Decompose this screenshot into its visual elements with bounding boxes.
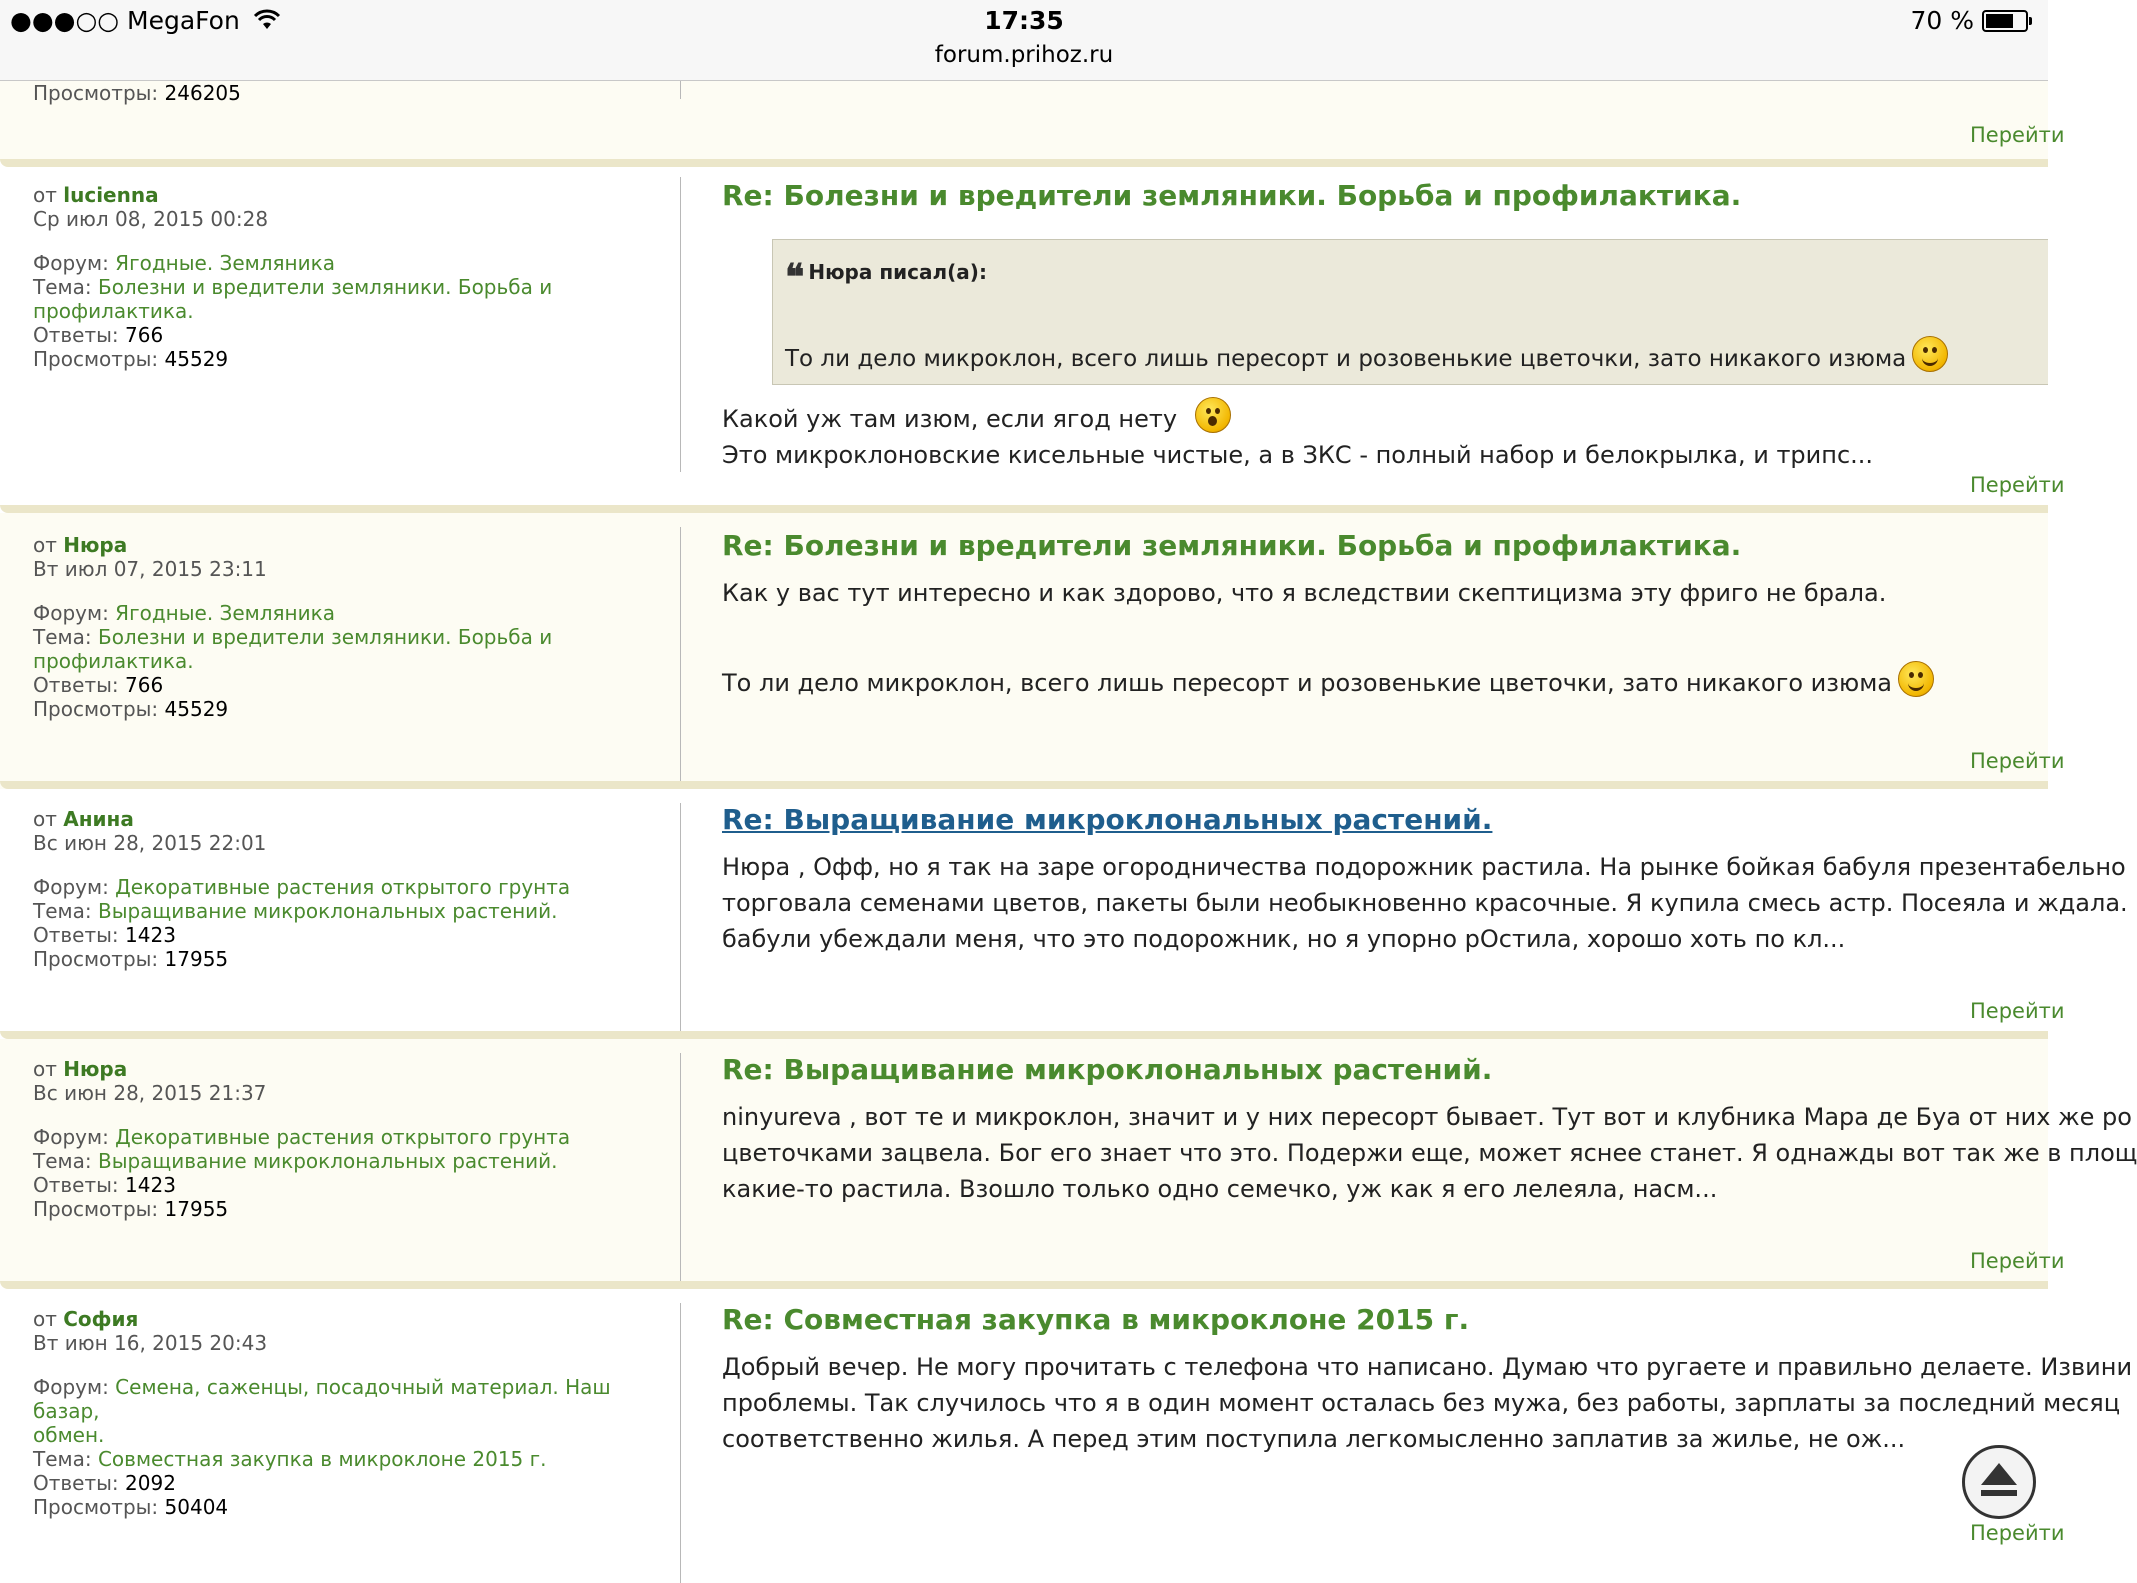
author-link[interactable]: Анина bbox=[63, 807, 134, 831]
separator bbox=[0, 159, 2048, 167]
replies-count: 1423 bbox=[125, 923, 176, 947]
post-partial bbox=[0, 81, 2065, 159]
post-title-link[interactable]: Re: Совместная закупка в микроклоне 2015 г. bbox=[722, 1303, 1470, 1336]
author-link[interactable]: Нюра bbox=[63, 533, 128, 557]
views-count: 17955 bbox=[164, 947, 229, 971]
divider bbox=[680, 803, 681, 1057]
excerpt-line: То ли дело микроклон, всего лишь пересорт и розовенькие цветочки, зато никакого изюма bbox=[722, 669, 1893, 697]
excerpt-line: бабули убеждали меня, что это подорожник, но я упорно рОстила, хорошо хоть по кл... bbox=[722, 925, 1846, 953]
post-title-link[interactable]: Re: Выращивание микроклональных растений. bbox=[722, 1053, 1493, 1086]
topic-link-cont[interactable]: профилактика. bbox=[33, 299, 194, 323]
post-meta: Просмотры: 246205 bbox=[33, 81, 241, 105]
post-date: Вт июн 16, 2015 20:43 bbox=[33, 1331, 268, 1355]
replies-count: 766 bbox=[125, 323, 164, 347]
forum-link[interactable]: Декоративные растения открытого грунта bbox=[115, 1125, 571, 1149]
goto-link[interactable]: Перейти bbox=[1970, 123, 2065, 147]
post-excerpt bbox=[722, 1099, 2137, 1207]
post-title-link[interactable]: Re: Выращивание микроклональных растений. bbox=[722, 803, 1493, 836]
excerpt-line: соответственно жилья. А перед этим поступила легкомысленно заплатив за жилье, не ож... bbox=[722, 1425, 1906, 1453]
eject-up-icon bbox=[1981, 1463, 2017, 1485]
excerpt-line: цветочками зацвела. Бог его знает что это. Подержи еще, может яснее станет. Я однажды вот так же в площ bbox=[722, 1139, 2137, 1167]
topic-link-cont[interactable]: профилактика. bbox=[33, 649, 194, 673]
smiley-icon bbox=[1912, 336, 1948, 372]
forum-link[interactable]: Ягодные. Земляника bbox=[115, 601, 335, 625]
address-bar[interactable]: forum.prihoz.ru bbox=[934, 42, 1114, 68]
scroll-top-button[interactable] bbox=[1962, 1445, 2036, 1519]
topic-link[interactable]: Выращивание микроклональных растений. bbox=[97, 899, 558, 923]
excerpt-line: ninyureva , вот те и микроклон, значит и у них пересорт бывает. Тут вот и клубника Мара де Буа от них же ро bbox=[722, 1103, 2132, 1131]
forum-link[interactable]: Ягодные. Земляника bbox=[115, 251, 335, 275]
separator bbox=[0, 1281, 2048, 1289]
post-excerpt bbox=[722, 1349, 2133, 1457]
author-link[interactable]: София bbox=[63, 1307, 139, 1331]
separator bbox=[0, 1031, 2048, 1039]
divider bbox=[680, 1303, 681, 1583]
topic-link[interactable]: Выращивание микроклональных растений. bbox=[97, 1149, 558, 1173]
post-meta: от Нюра Вт июл 07, 2015 23:11 Форум: Ягодные. Земляника Тема: Болезни и вредители земляники. Борьба и профилактика. Ответы: 766 Просмотры: 45529 bbox=[33, 533, 683, 721]
forum-link-cont[interactable]: обмен. bbox=[33, 1423, 105, 1447]
views-count: 246205 bbox=[164, 81, 241, 105]
carrier-label: ●●●○○ MegaFon bbox=[10, 6, 240, 35]
replies-count: 1423 bbox=[125, 1173, 176, 1197]
post-meta: от Нюра Вс июн 28, 2015 21:37 Форум: Декоративные растения открытого грунта Тема: Выращивание микроклональных растений. Ответы: 1423 Просмотры: 17955 bbox=[33, 1057, 683, 1221]
author-link[interactable]: lucienna bbox=[63, 183, 159, 207]
post-date: Ср июл 08, 2015 00:28 bbox=[33, 207, 269, 231]
excerpt-line: Как у вас тут интересно и как здорово, что я вследствии скептицизма эту фриго не брала. bbox=[722, 579, 1887, 607]
views-count: 45529 bbox=[164, 347, 229, 371]
divider bbox=[680, 527, 681, 807]
replies-count: 766 bbox=[125, 673, 164, 697]
status-bar bbox=[0, 0, 2048, 81]
clock: 17:35 bbox=[984, 6, 1064, 35]
post-excerpt bbox=[722, 575, 2048, 701]
views-count: 45529 bbox=[164, 697, 229, 721]
quote-icon: ❝ bbox=[785, 256, 805, 298]
forum-link[interactable]: Семена, саженцы, посадочный материал. Наш базар, bbox=[33, 1375, 611, 1423]
excerpt-line: проблемы. Так случилось что я в один момент осталась без мужа, без работы, зарплаты за последний месяц bbox=[722, 1389, 2121, 1417]
separator bbox=[0, 505, 2048, 513]
battery-percent: 70 % bbox=[1910, 6, 1974, 35]
excerpt-line: Какой уж там изюм, если ягод нету bbox=[722, 405, 1178, 433]
post-meta: от София Вт июн 16, 2015 20:43 Форум: Семена, саженцы, посадочный материал. Наш базар, обмен. Тема: Совместная закупка в микроклоне 2015 г. Ответы: 2092 Просмотры: 50404 bbox=[33, 1307, 683, 1519]
post-meta: от lucienna Ср июл 08, 2015 00:28 Форум: Ягодные. Земляника Тема: Болезни и вредители земляники. Борьба и профилактика. Ответы: 766 Просмотры: 45529 bbox=[33, 183, 683, 371]
replies-count: 2092 bbox=[125, 1471, 176, 1495]
topic-link[interactable]: Болезни и вредители земляники. Борьба и bbox=[97, 275, 553, 299]
smiley-icon bbox=[1195, 397, 1231, 433]
goto-link[interactable]: Перейти bbox=[1970, 1249, 2065, 1273]
author-link[interactable]: Нюра bbox=[63, 1057, 128, 1081]
battery-fill bbox=[1986, 14, 2013, 28]
quote-author: Нюра писал(а): bbox=[808, 260, 987, 284]
battery-status bbox=[1910, 6, 2028, 35]
excerpt-line: Нюра , Офф, но я так на заре огородничества подорожник растила. На рынке бойкая бабуля презентабельно bbox=[722, 853, 2126, 881]
excerpt-line: Это микроклоновские кисельные чистые, а в ЗКС - полный набор и белокрылка, и трипс... bbox=[722, 441, 1874, 469]
excerpt-line: торговала семенами цветов, пакеты были необыкновенно красочные. Я купила смесь астр. Посеяла и ждала. bbox=[722, 889, 2128, 917]
goto-link[interactable]: Перейти bbox=[1970, 473, 2065, 497]
views-count: 50404 bbox=[164, 1495, 229, 1519]
forum-link[interactable]: Декоративные растения открытого грунта bbox=[115, 875, 571, 899]
post-meta: от Анина Вс июн 28, 2015 22:01 Форум: Декоративные растения открытого грунта Тема: Выращивание микроклональных растений. Ответы: 1423 Просмотры: 17955 bbox=[33, 807, 683, 971]
goto-link[interactable]: Перейти bbox=[1970, 749, 2065, 773]
quote-block bbox=[772, 239, 2048, 385]
separator bbox=[0, 781, 2048, 789]
divider bbox=[680, 177, 681, 472]
post-excerpt bbox=[722, 397, 2048, 473]
quote-text: То ли дело микроклон, всего лишь пересорт и розовенькие цветочки, зато никакого изюма bbox=[785, 346, 1907, 372]
post-date: Вс июн 28, 2015 21:37 bbox=[33, 1081, 267, 1105]
post-title-link[interactable]: Re: Болезни и вредители земляники. Борьба и профилактика. bbox=[722, 179, 1742, 212]
post-title-link[interactable]: Re: Болезни и вредители земляники. Борьба и профилактика. bbox=[722, 529, 1742, 562]
search-results bbox=[0, 81, 2137, 1545]
post-date: Вс июн 28, 2015 22:01 bbox=[33, 831, 267, 855]
topic-link[interactable]: Болезни и вредители земляники. Борьба и bbox=[97, 625, 553, 649]
excerpt-line: какие-то растила. Взошло только одно семечко, уж как я его лелеяла, насм... bbox=[722, 1175, 1718, 1203]
post-date: Вт июл 07, 2015 23:11 bbox=[33, 557, 267, 581]
post-excerpt bbox=[722, 849, 2128, 957]
topic-link[interactable]: Совместная закупка в микроклоне 2015 г. bbox=[97, 1447, 547, 1471]
divider bbox=[680, 1053, 681, 1307]
battery-icon bbox=[1982, 10, 2028, 32]
excerpt-line: Добрый вечер. Не могу прочитать с телефона что написано. Думаю что ругаете и правильно делаете. Извини bbox=[722, 1353, 2133, 1381]
goto-link[interactable]: Перейти bbox=[1970, 1521, 2065, 1545]
goto-link[interactable]: Перейти bbox=[1970, 999, 2065, 1023]
smiley-icon bbox=[1898, 661, 1934, 697]
divider bbox=[680, 81, 681, 99]
views-count: 17955 bbox=[164, 1197, 229, 1221]
